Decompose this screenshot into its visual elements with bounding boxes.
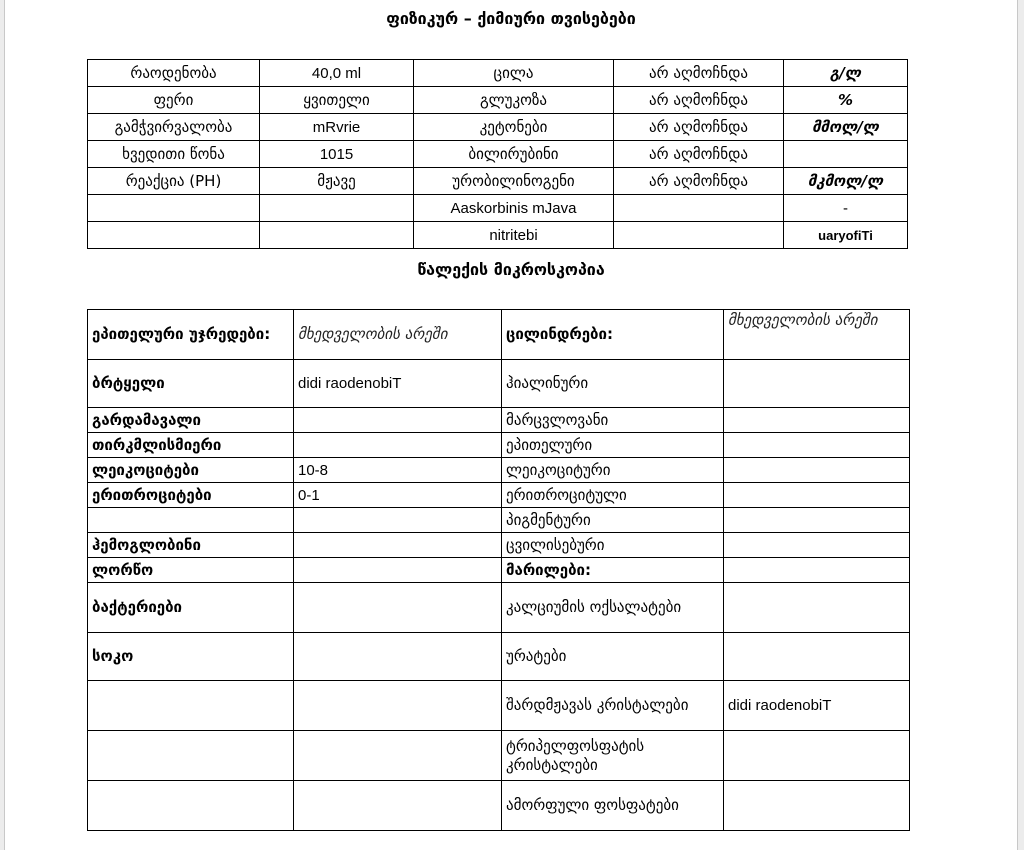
cell xyxy=(724,458,910,483)
cell: კალციუმის ოქსალატები xyxy=(502,583,724,633)
cell: მარილები: xyxy=(502,558,724,583)
cell xyxy=(294,533,502,558)
microscopy-table xyxy=(87,309,910,831)
cell: ურატები xyxy=(502,633,724,681)
header-cell: ცილინდრები: xyxy=(502,310,724,360)
cell xyxy=(724,508,910,533)
cell: ტრიპელფოსფატის კრისტალები xyxy=(502,731,724,781)
cell: ამორფული ფოსფატები xyxy=(502,781,724,831)
cell: ურობილინოგენი xyxy=(414,168,614,195)
table-row xyxy=(88,633,910,681)
cell xyxy=(724,781,910,831)
cell: ბაქტერიები xyxy=(88,583,294,633)
cell xyxy=(294,558,502,583)
cell xyxy=(88,195,260,222)
table-row xyxy=(88,222,908,249)
cell: ცვილისებური xyxy=(502,533,724,558)
cell: სოკო xyxy=(88,633,294,681)
cell xyxy=(294,633,502,681)
cell xyxy=(294,731,502,781)
header-cell: მხედველობის არეში xyxy=(294,310,502,360)
table-row xyxy=(88,483,910,508)
cell: ფერი xyxy=(88,87,260,114)
table-row xyxy=(88,533,910,558)
table-row xyxy=(88,60,908,87)
unit-cell: uaryofiTi xyxy=(784,222,908,249)
cell xyxy=(88,222,260,249)
cell xyxy=(294,583,502,633)
cell: პიგმენტური xyxy=(502,508,724,533)
cell: ეპითელური xyxy=(502,433,724,458)
cell: ყვითელი xyxy=(260,87,414,114)
table-row xyxy=(88,433,910,458)
cell xyxy=(724,483,910,508)
table-row xyxy=(88,408,910,433)
table-header-row xyxy=(88,310,910,360)
table-row xyxy=(88,781,910,831)
table-row xyxy=(88,168,908,195)
cell: didi raodenobiT xyxy=(294,360,502,408)
cell: კეტონები xyxy=(414,114,614,141)
cell: არ აღმოჩნდა xyxy=(614,114,784,141)
cell xyxy=(724,731,910,781)
cell xyxy=(614,222,784,249)
microscopy-title: წალექის მიკროსკოპია xyxy=(417,260,605,279)
cell xyxy=(88,681,294,731)
cell xyxy=(724,558,910,583)
header-cell: მხედველობის არეში xyxy=(724,310,910,360)
table-row xyxy=(88,681,910,731)
cell xyxy=(614,195,784,222)
cell xyxy=(724,533,910,558)
unit-cell: გ/ლ xyxy=(784,60,908,87)
cell: გამჭვირვალობა xyxy=(88,114,260,141)
cell: 1015 xyxy=(260,141,414,168)
cell: თირკმლისმიერი xyxy=(88,433,294,458)
cell xyxy=(88,781,294,831)
cell: რაოდენობა xyxy=(88,60,260,87)
cell: არ აღმოჩნდა xyxy=(614,141,784,168)
table-row xyxy=(88,558,910,583)
cell xyxy=(294,681,502,731)
cell xyxy=(294,508,502,533)
cell: ლეიკოციტური xyxy=(502,458,724,483)
cell xyxy=(88,731,294,781)
cell: ბილირუბინი xyxy=(414,141,614,168)
cell xyxy=(724,408,910,433)
cell: რეაქცია (PH) xyxy=(88,168,260,195)
cell xyxy=(294,433,502,458)
cell: 10-8 xyxy=(294,458,502,483)
cell: მჟავე xyxy=(260,168,414,195)
cell: 40,0 ml xyxy=(260,60,414,87)
physchem-title: ფიზიკურ – ქიმიური თვისებები xyxy=(386,9,636,28)
cell xyxy=(260,222,414,249)
cell: ცილა xyxy=(414,60,614,87)
cell: 0-1 xyxy=(294,483,502,508)
table-row xyxy=(88,360,910,408)
cell: ლორწო xyxy=(88,558,294,583)
cell: ხვედითი წონა xyxy=(88,141,260,168)
cell xyxy=(294,781,502,831)
cell: ბრტყელი xyxy=(88,360,294,408)
cell: ლეიკოციტები xyxy=(88,458,294,483)
cell: არ აღმოჩნდა xyxy=(614,60,784,87)
cell xyxy=(724,433,910,458)
table-row xyxy=(88,508,910,533)
table-row xyxy=(88,195,908,222)
cell: ერითროციტული xyxy=(502,483,724,508)
cell xyxy=(724,360,910,408)
unit-cell xyxy=(784,141,908,168)
cell: გლუკოზა xyxy=(414,87,614,114)
cell: ჰიალინური xyxy=(502,360,724,408)
cell: ერითროციტები xyxy=(88,483,294,508)
cell xyxy=(724,633,910,681)
physchem-table xyxy=(87,59,908,249)
cell xyxy=(294,408,502,433)
unit-cell: მმოლ/ლ xyxy=(784,114,908,141)
cell: nitritebi xyxy=(414,222,614,249)
table-row xyxy=(88,458,910,483)
cell: არ აღმოჩნდა xyxy=(614,87,784,114)
table-row xyxy=(88,583,910,633)
cell: გარდამავალი xyxy=(88,408,294,433)
cell: ჰემოგლობინი xyxy=(88,533,294,558)
cell: მარცვლოვანი xyxy=(502,408,724,433)
cell: შარდმჟავას კრისტალები xyxy=(502,681,724,731)
cell xyxy=(260,195,414,222)
table-row xyxy=(88,114,908,141)
header-cell: ეპითელური უჯრედები: xyxy=(88,310,294,360)
cell: არ აღმოჩნდა xyxy=(614,168,784,195)
document-page xyxy=(4,0,1018,850)
unit-cell: % xyxy=(784,87,908,114)
table-row xyxy=(88,731,910,781)
cell: mRvrie xyxy=(260,114,414,141)
unit-cell: - xyxy=(784,195,908,222)
cell: Aaskorbinis mJava xyxy=(414,195,614,222)
unit-cell: მკმოლ/ლ xyxy=(784,168,908,195)
cell: didi raodenobiT xyxy=(724,681,910,731)
cell xyxy=(88,508,294,533)
cell xyxy=(724,583,910,633)
table-row xyxy=(88,141,908,168)
table-row xyxy=(88,87,908,114)
